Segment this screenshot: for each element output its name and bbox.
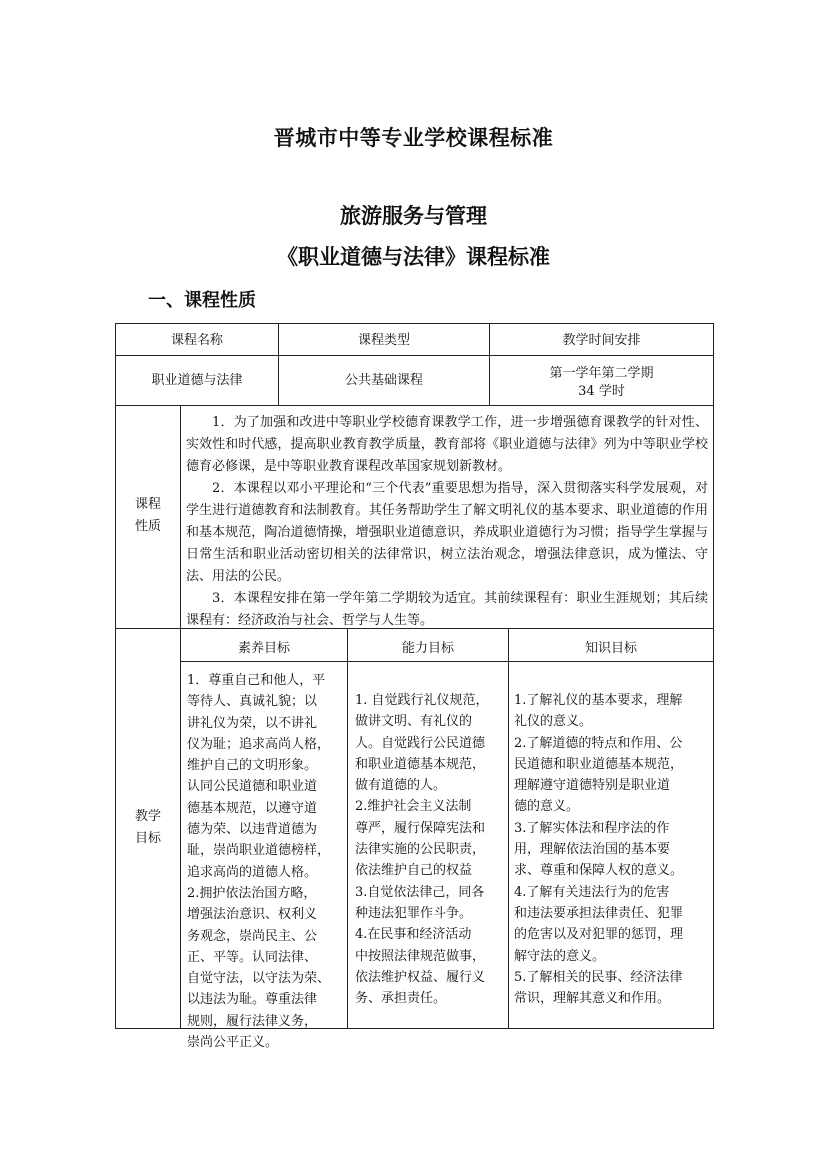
- nature-paragraph-3: 3．本课程安排在第一学年第二学期较为适宜。其前续课程有：职业生涯规划；其后续课程有：经济政治与社会、哲学与人生等。: [186, 591, 708, 628]
- literacy-goal-line: 仪为耻；追求高尚人格，: [187, 736, 331, 752]
- ability-goal-line: 种违法犯罪作斗争。: [355, 905, 473, 921]
- knowledge-goal-line: 3.了解实体法和程序法的作: [514, 820, 670, 836]
- ability-goal-line: 4.在民事和经济活动: [355, 927, 472, 943]
- nature-label: [116, 494, 180, 538]
- header-course-name: 课程名称: [170, 333, 223, 348]
- ability-goal-line: 依法维护权益、履行义: [355, 969, 486, 985]
- literacy-goal-line: 正、平等。认同法律、: [187, 949, 318, 965]
- goals-label-line2: 目标: [134, 831, 161, 846]
- literacy-goal-line: 崇尚公平正义。: [187, 1035, 279, 1051]
- ability-goal-line: 中按照法律规范做事，: [355, 948, 486, 964]
- schedule-value: [490, 365, 713, 401]
- course-type-value: 公共基础课程: [344, 373, 423, 388]
- header-ability-goals: 能力目标: [401, 641, 454, 656]
- literacy-goal-line: 以违法为耻。尊重法律: [187, 992, 318, 1008]
- nature-label-line1: 课程: [134, 497, 161, 512]
- literacy-goal-line: 追求高尚的道德人格。: [187, 864, 318, 880]
- ability-goal-line: 1. 自觉践行礼仪规范，: [355, 693, 489, 708]
- knowledge-goal-line: 解守法的意义。: [514, 948, 606, 964]
- nature-paragraph-2: 2．本课程以邓小平理论和“三个代表”重要思想为指导，深入贯彻落实科学发展观，对学生进行道德教育和法制教育。其任务帮助学生了解文明礼仪的基本要求、职业道德的作用和基本规范，陶冶道德情操，增强职业道德意识，养成职业道德行为习惯；指导学生掌握与日常生活和职业活动密切相关的法律常识，树立法治观念，增强法律意识，成为懂法、守法、用法的公民。: [186, 481, 708, 584]
- course-name-value: 职业道德与法律: [151, 373, 243, 388]
- ability-goal-line: 做讲文明、有礼仪的: [355, 714, 473, 730]
- literacy-goal-line: 2.拥护依法治国方略，: [187, 885, 317, 901]
- knowledge-goal-line: 4.了解有关违法行为的危害: [514, 884, 670, 900]
- literacy-goals-text: [187, 670, 344, 1053]
- literacy-goal-line: 耻，崇尚职业道德榜样，: [187, 843, 331, 859]
- header-course-type: 课程类型: [357, 333, 410, 348]
- knowledge-goal-line: 德的意义。: [514, 799, 580, 815]
- ability-goal-line: 依法维护自己的权益: [355, 863, 473, 879]
- major-title: 旅游服务与管理: [340, 203, 487, 228]
- nature-label-line2: 性质: [134, 519, 161, 534]
- header-literacy-goals: 素养目标: [237, 641, 290, 656]
- knowledge-goal-line: 2.了解道德的特点和作用、公: [514, 735, 683, 751]
- nature-paragraph-1: 1．为了加强和改进中等职业学校德育课教学工作，进一步增强德育课教学的针对性、实效性和时代感，提高职业教育教学质量，教育部将《职业道德与法律》列为中等职业学校德育必修课，是中等职业教育课程改革国家规划新教材。: [186, 415, 708, 474]
- ability-goal-line: 3.自觉依法律己，同各: [355, 884, 485, 900]
- schedule-hours: 34 学时: [578, 384, 625, 399]
- literacy-goal-line: 德基本规范，以遵守道: [187, 800, 318, 816]
- knowledge-goal-line: 求、尊重和保障人权的意义。: [514, 863, 684, 879]
- ability-goal-line: 尊严，履行保障宪法和: [355, 820, 486, 836]
- literacy-goal-line: 德为荣、以违背道德为: [187, 822, 318, 838]
- knowledge-goal-line: 用，理解依法治国的基本要: [514, 842, 671, 858]
- knowledge-goal-line: 的危害以及对犯罪的惩罚，理: [514, 927, 684, 943]
- ability-goal-line: 2.维护社会主义法制: [355, 799, 472, 815]
- ability-goal-line: 和职业道德基本规范，: [355, 756, 486, 772]
- goals-label: [116, 806, 180, 850]
- literacy-goal-line: 认同公民道德和职业道: [187, 779, 318, 795]
- literacy-goal-line: 1．尊重自己和他人，平: [187, 673, 326, 688]
- section-heading: 一、课程性质: [148, 290, 256, 311]
- ability-goals-text: [355, 690, 505, 1009]
- knowledge-goals-text: [514, 690, 710, 1009]
- ability-goal-line: 法律实施的公民职责，: [355, 842, 486, 858]
- literacy-goal-line: 讲礼仪为荣，以不讲礼: [187, 715, 318, 731]
- knowledge-goal-line: 常识，理解其意义和作用。: [514, 991, 671, 1007]
- school-standard-title: 晋城市中等专业学校课程标准: [273, 125, 554, 150]
- header-knowledge-goals: 知识目标: [584, 641, 637, 656]
- literacy-goal-line: 维护自己的文明形象。: [187, 758, 318, 774]
- knowledge-goal-line: 民道德和职业道德基本规范，: [514, 756, 684, 772]
- literacy-goal-line: 规则，履行法律义务，: [187, 1013, 318, 1029]
- schedule-term: 第一学年第二学期: [549, 366, 654, 381]
- knowledge-goal-line: 和违法要承担法律责任、犯罪: [514, 905, 684, 921]
- ability-goal-line: 人。自觉践行公民道德: [355, 735, 486, 751]
- knowledge-goal-line: 1.了解礼仪的基本要求，理解: [514, 693, 683, 708]
- nature-content: [186, 412, 708, 632]
- knowledge-goal-line: 理解遵守道德特别是职业道: [514, 778, 671, 794]
- literacy-goal-line: 增强法治意识、权利义: [187, 907, 318, 923]
- header-schedule: 教学时间安排: [562, 333, 641, 348]
- ability-goal-line: 务、承担责任。: [355, 991, 447, 1007]
- course-standard-title: 《职业道德与法律》课程标准: [277, 244, 550, 269]
- goals-label-line1: 教学: [134, 809, 161, 824]
- ability-goal-line: 做有道德的人。: [355, 778, 447, 794]
- knowledge-goal-line: 礼仪的意义。: [514, 714, 593, 730]
- knowledge-goal-line: 5.了解相关的民事、经济法律: [514, 969, 683, 985]
- literacy-goal-line: 等待人、真诚礼貌；以: [187, 694, 318, 710]
- literacy-goal-line: 自觉守法，以守法为荣、: [187, 971, 331, 987]
- literacy-goal-line: 务观念，崇尚民主、公: [187, 928, 318, 944]
